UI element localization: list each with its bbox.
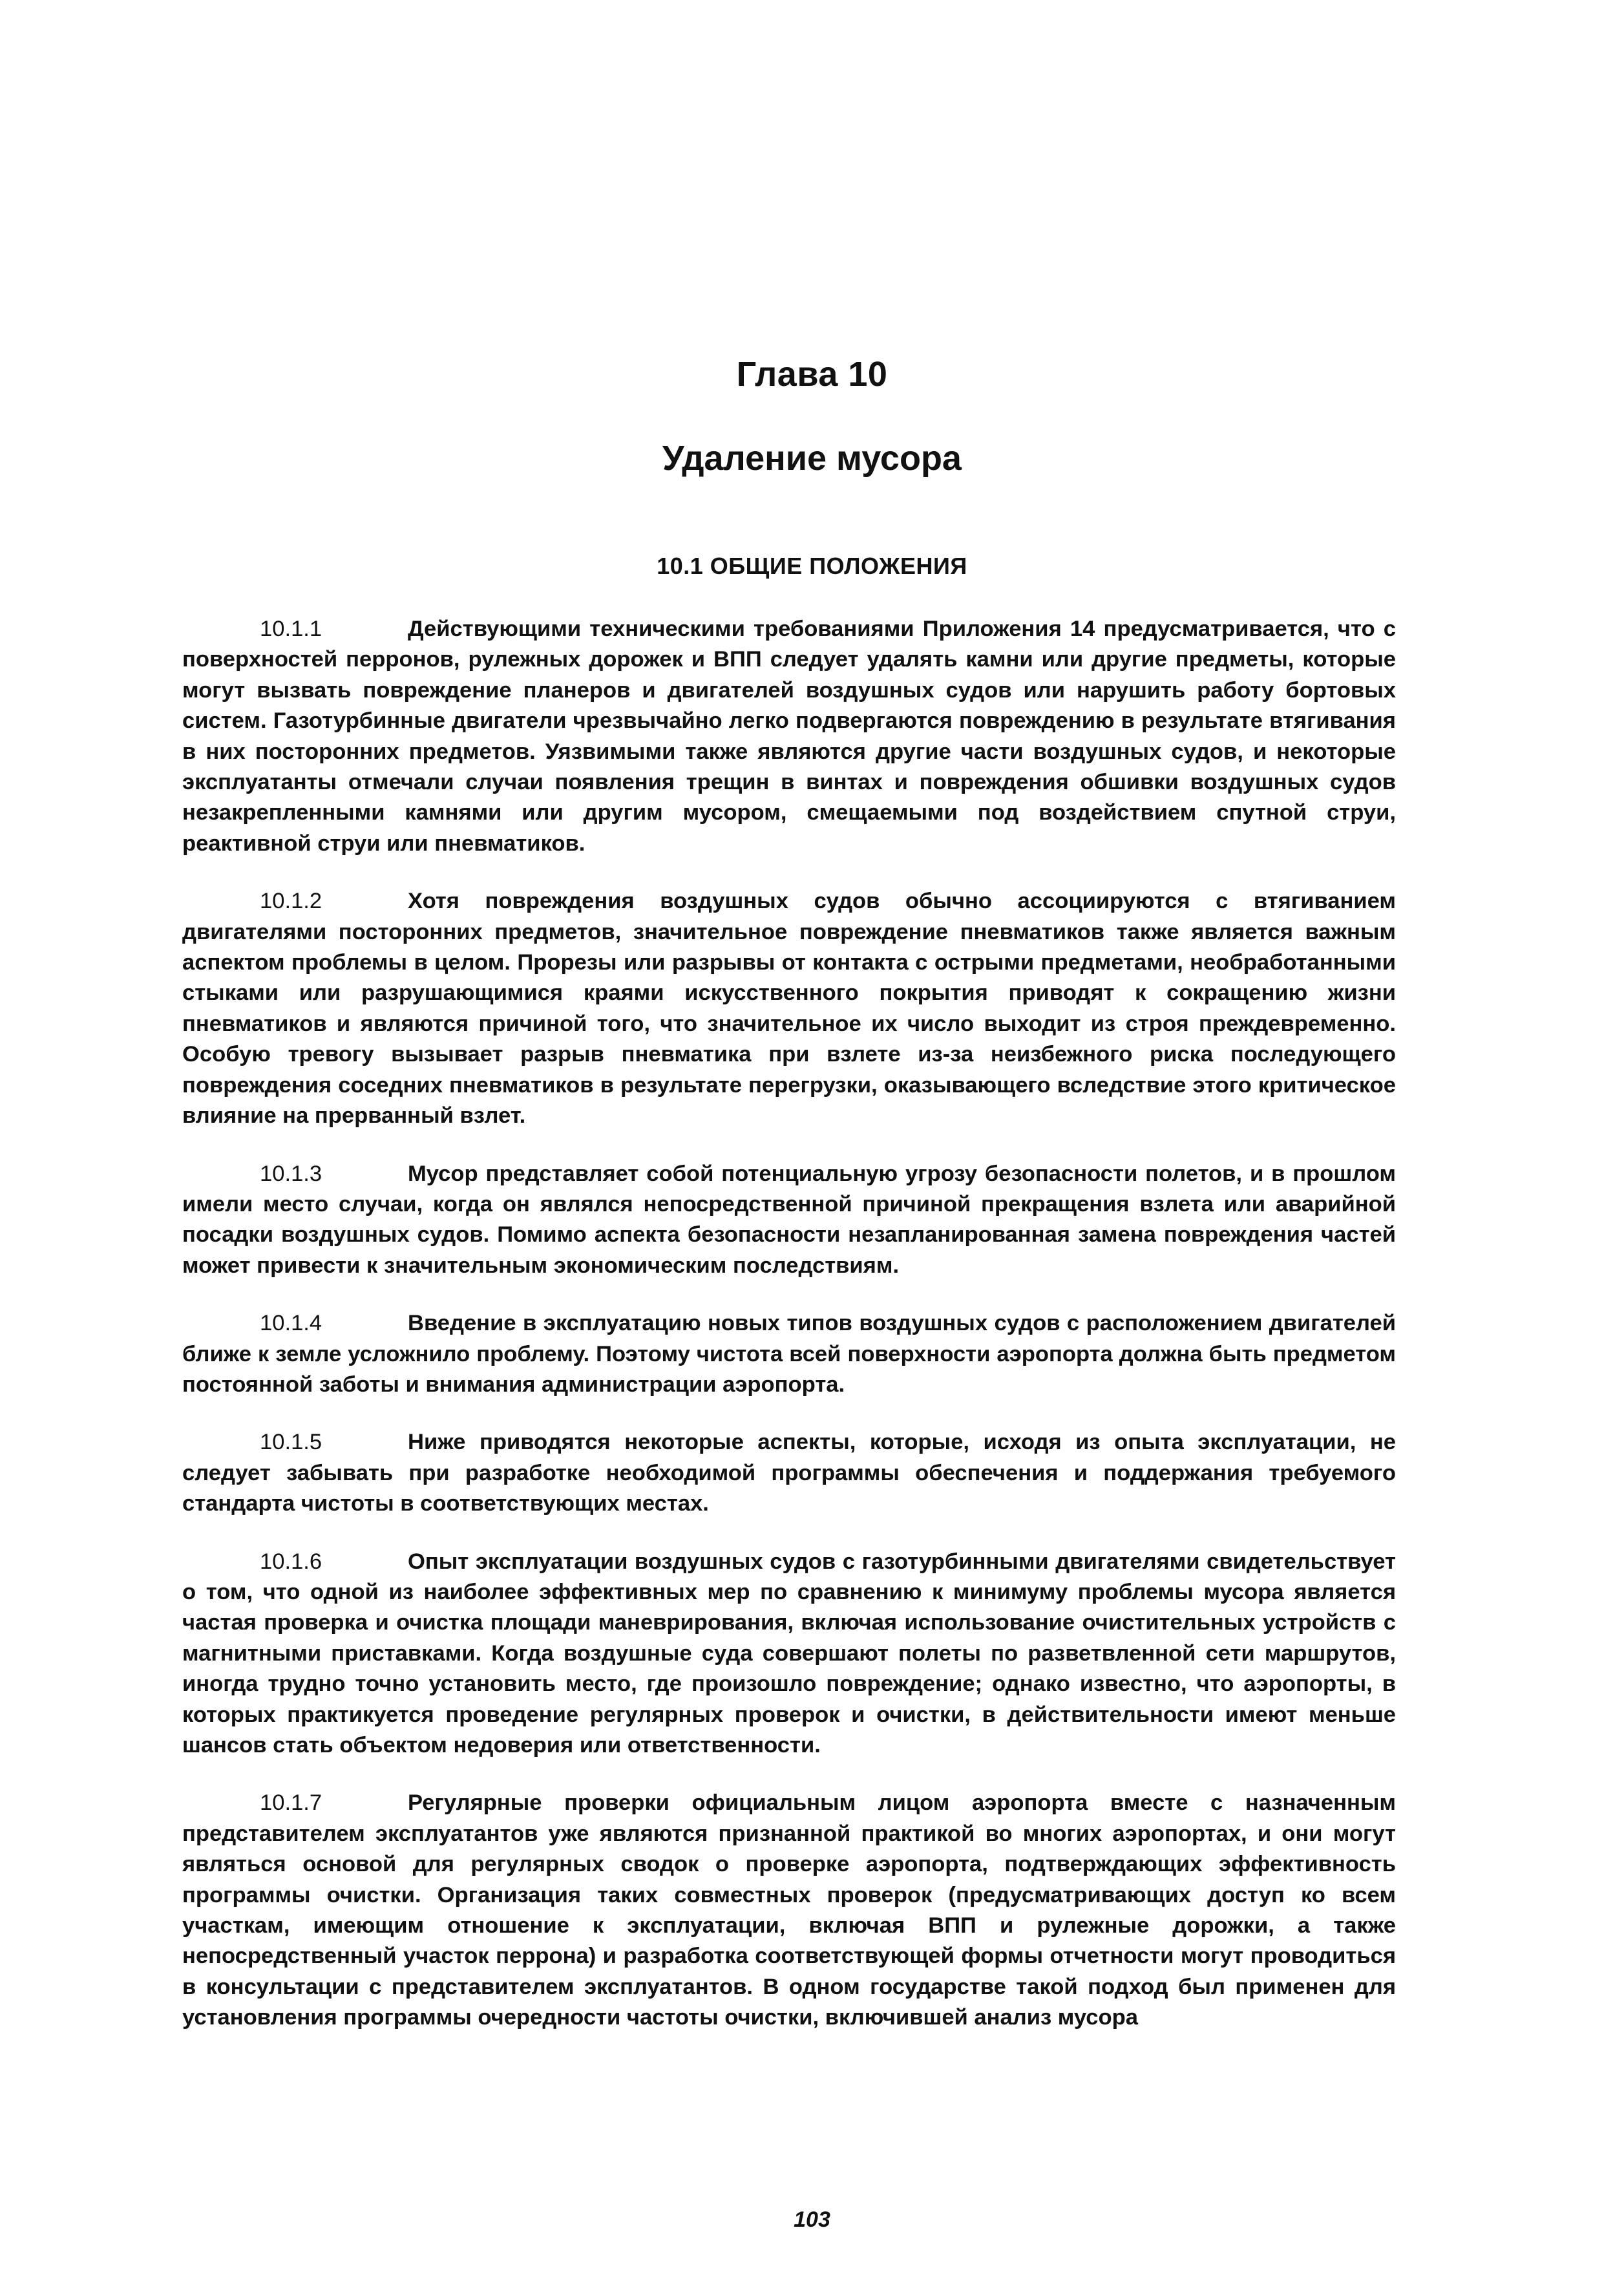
paragraph-number: 10.1.1 [260,617,322,641]
paragraph-number: 10.1.6 [260,1549,322,1574]
paragraph-text: Действующими техническими требованиями Приложения 14 предусматривается, что с поверхностей перронов, рулежных дорожек и ВПП следует удалять камни или другие предметы, которые могут вызвать повреждение планеров и двигателей воздушных судов или нарушить работу бортовых систем. Газотурбинные двигатели чрезвычайно легко подвергаются повреждению в результате втягивания в них посторонних предметов. Уязвимыми также являются другие части воздушных судов, и некоторые эксплуатанты отмечали случаи появления трещин в винтах и повреждения обшивки воздушных судов незакрепленными камнями или другим мусором, смещаемыми под воздействием спутной струи, реактивной струи или пневматиков. [182,617,1396,856]
paragraph-10-1-3 [182,1159,1396,1282]
paragraph-10-1-7 [182,1788,1396,2033]
page-number: 103 [794,2207,830,2232]
paragraph-text: Мусор представляет собой потенциальную угрозу безопасности полетов, и в прошлом имели место случаи, когда он являлся непосредственной причиной прекращения взлета или аварийной посадки воздушных судов. Помимо аспекта безопасности незапланированная замена повреждения частей может привести к значительным экономическим последствиям. [182,1161,1396,1278]
paragraph-10-1-5 [182,1427,1396,1519]
paragraph-number: 10.1.7 [260,1790,322,1816]
paragraph-10-1-6 [182,1547,1396,1761]
paragraph-number: 10.1.3 [260,1161,322,1186]
paragraph-text: Ниже приводятся некоторые аспекты, которые, исходя из опыта эксплуатации, не следует забывать при разработке необходимой программы обеспечения и поддержания требуемого стандарта чистоты в соответствующих местах. [182,1430,1396,1516]
paragraph-10-1-2 [182,886,1396,1131]
paragraph-text: Опыт эксплуатации воздушных судов с газотурбинными двигателями свидетельствует о том, что одной из наиболее эффективных мер по сравнению к минимуму проблемы мусора является частая проверка и очистка площади маневрирования, включая использование очистительных устройств с магнитными приставками. Когда воздушные суда совершают полеты по разветвленной сети маршрутов, иногда трудно точно установить место, где произошло повреждение; однако известно, что аэропорты, в которых практикуется проведение регулярных проверок и очистки, в действительности имеют меньше шансов стать объектом недоверия или ответственности. [182,1549,1396,1757]
paragraph-number: 10.1.2 [260,889,322,914]
document-body [182,614,1396,2061]
paragraph-text: Хотя повреждения воздушных судов обычно ассоциируются с втягиванием двигателями посторонних предметов, значительное повреждение пневматиков также является важным аспектом проблемы в целом. Прорезы или разрывы от контакта с острыми предметами, необработанными стыками или разрушающимися краями искусственного покрытия приводят к сокращению жизни пневматиков и являются причиной того, что значительное их число выходит из строя преждевременно. Особую тревогу вызывает разрыв пневматика при взлете из-за неизбежного риска последующего повреждения соседних пневматиков в результате перегрузки, оказывающего вследствие этого критическое влияние на прерванный взлет. [182,889,1396,1129]
paragraph-number: 10.1.4 [260,1311,322,1336]
chapter-subtitle: Удаление мусора [662,439,962,478]
paragraph-text: Регулярные проверки официальным лицом аэропорта вместе с назначенным представителем эксплуатантов уже являются признанной практикой во многих аэропортах, и они могут являться основой для регулярных сводок о проверке аэропорта, подтверждающих эффективность программы очистки. Организация таких совместных проверок (предусматривающих доступ ко всем участкам, имеющим отношение к эксплуатации, включая ВПП и рулежные дорожки, а также непосредственный участок перрона) и разработка соответствующей формы отчетности могут проводиться в консультации с представителем эксплуатантов. В одном государстве такой подход был применен для установления программы очередности частоты очистки, включившей анализ мусора [182,1790,1396,2030]
section-heading: 10.1 ОБЩИЕ ПОЛОЖЕНИЯ [657,553,967,579]
paragraph-text: Введение в эксплуатацию новых типов воздушных судов с расположением двигателей ближе к земле усложнило проблему. Поэтому чистота всей поверхности аэропорта должна быть предметом постоянной заботы и внимания администрации аэропорта. [182,1311,1396,1397]
chapter-title: Глава 10 [736,355,888,394]
paragraph-number: 10.1.5 [260,1430,322,1455]
paragraph-10-1-1 [182,614,1396,859]
paragraph-10-1-4 [182,1308,1396,1400]
